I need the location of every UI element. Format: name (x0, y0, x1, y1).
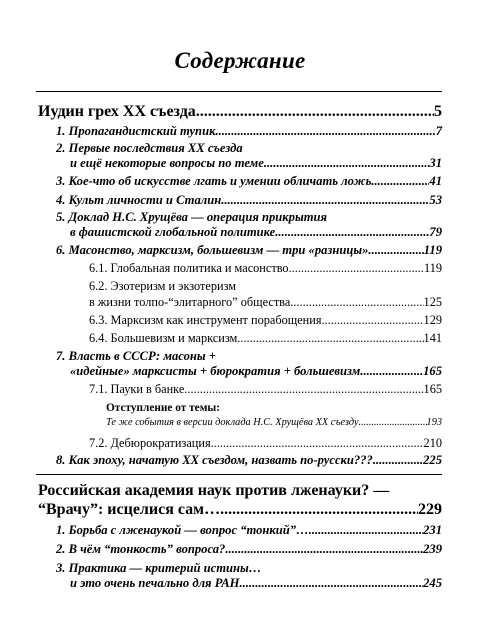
chapter-title: 7. Власть в СССР: масоны + (56, 349, 216, 363)
toc-section-6-4[interactable] (89, 331, 442, 346)
chapter-title: 4. Культ личности и Сталин (56, 193, 222, 207)
toc-chapter-5-line-2[interactable] (70, 225, 442, 240)
chapter-title: 3. Практика — критерий истины… (56, 561, 262, 575)
dot-leader (264, 156, 430, 171)
toc-chapter-7-line-1[interactable] (56, 349, 442, 364)
page-number: 193 (426, 417, 442, 428)
section-title-continued: в жизни толпо-“элитарного” общества (89, 295, 291, 309)
toc-part-2-line-2[interactable] (38, 501, 442, 519)
dot-leader (215, 124, 435, 139)
part-title: Российская академия наук против лженауки? — (38, 482, 390, 499)
page-number: 119 (424, 261, 442, 275)
page-number: 225 (423, 453, 442, 467)
toc-chapter-4[interactable] (56, 193, 442, 208)
chapter-title: 1. Пропагандистский тупик (56, 124, 216, 138)
chapter-title-continued: в фашистской глобальной политике (70, 225, 276, 239)
toc-chapter-7-line-2[interactable] (70, 364, 442, 379)
toc-section-7-1[interactable] (89, 382, 442, 397)
divider (36, 474, 442, 475)
page-number: 5 (434, 103, 442, 120)
page-number: 79 (429, 225, 442, 239)
page-number: 165 (423, 382, 442, 396)
page-number: 231 (423, 523, 442, 537)
dot-leader (309, 523, 423, 538)
toc-chapter-8[interactable] (56, 453, 442, 468)
digression-title: Те же события в версии доклада Н.С. Хрущёва XX съезду (106, 417, 359, 428)
dot-leader (371, 174, 429, 189)
chapter-title-continued: «идейные» марксисты + бюрократия + большевизм (70, 364, 361, 378)
chapter-title-continued: и это очень печально для РАН (70, 576, 240, 590)
chapter-title: 1. Борьба с лженаукой — вопрос “тонкий”… (56, 523, 309, 537)
toc-part-2-chapter-3-line-1[interactable] (56, 561, 442, 576)
toc-chapter-2-line-2[interactable] (70, 156, 442, 171)
section-title: 7.2. Дебюрократизация (89, 436, 211, 450)
dot-leader (237, 331, 423, 346)
section-title: 6.4. Большевизм и марксизм (89, 331, 238, 345)
dot-leader (220, 501, 418, 519)
chapter-title: 2. Первые последствия XX съезда (56, 141, 243, 155)
page-number: 210 (423, 436, 442, 450)
dot-leader (289, 261, 424, 276)
chapter-title: 5. Доклад Н.С. Хрущёва — операция прикрытия (56, 210, 327, 224)
page-number: 129 (423, 313, 442, 327)
section-title: 7.1. Пауки в банке (89, 382, 185, 396)
toc-section-6-3[interactable] (89, 313, 442, 328)
part-title: Иудин грех XX съезда (38, 103, 196, 120)
page-number: 41 (429, 174, 442, 188)
section-title: 6.1. Глобальная политика и масонство (89, 261, 289, 275)
digression-heading: Отступление от темы: (106, 402, 220, 414)
chapter-title-continued: и ещё некоторые вопросы по теме (70, 156, 264, 170)
dot-leader (196, 103, 434, 121)
page-number: 165 (423, 364, 442, 378)
dot-leader (239, 576, 423, 591)
page-number: 141 (423, 331, 442, 345)
dot-leader (275, 225, 429, 240)
toc-chapter-1[interactable] (56, 124, 442, 139)
dot-leader (221, 193, 429, 208)
dot-leader (184, 382, 423, 397)
dot-leader (373, 453, 423, 468)
dot-leader (211, 436, 424, 451)
page-title: Содержание (174, 48, 306, 73)
toc-section-6-2-line-1[interactable] (89, 279, 236, 294)
part-title-continued: “Врачу”: исцелися сам… (38, 501, 221, 518)
page-number: 7 (435, 124, 442, 138)
toc-part-1[interactable] (38, 103, 442, 121)
dot-leader (359, 417, 427, 428)
dot-leader (321, 313, 423, 328)
toc-part-2-line-1[interactable] (38, 482, 442, 500)
divider (36, 91, 442, 92)
dot-leader (368, 243, 423, 258)
toc-chapter-6[interactable] (56, 243, 442, 258)
dot-leader (360, 364, 423, 379)
page-number: 245 (423, 576, 442, 590)
chapter-title: 3. Кое-что об искусстве лгать и умении обличать ложь (56, 174, 372, 188)
toc-chapter-3[interactable] (56, 174, 442, 189)
page-number: 239 (423, 542, 442, 556)
page-number: 119 (423, 243, 442, 257)
toc-section-6-1[interactable] (89, 261, 442, 276)
toc-section-6-2-line-2[interactable] (89, 295, 442, 310)
page-number: 53 (429, 193, 442, 207)
toc-section-7-2[interactable] (89, 436, 442, 451)
chapter-title: 8. Как эпоху, начатую XX съездом, назвать по-русски??? (56, 453, 373, 467)
toc-part-2-chapter-1[interactable] (56, 523, 442, 538)
section-title: 6.3. Марксизм как инструмент порабощения (89, 313, 322, 327)
section-title: 6.2. Эзотеризм и экзотеризм (89, 279, 237, 293)
dot-leader (290, 295, 423, 310)
dot-leader (225, 542, 423, 557)
toc-chapter-5-line-1[interactable] (56, 210, 442, 225)
toc-chapter-2-line-1[interactable] (56, 141, 442, 156)
toc-part-2-chapter-2[interactable] (56, 542, 442, 557)
page-number: 125 (423, 295, 442, 309)
toc-part-2-chapter-3-line-2[interactable] (70, 576, 442, 591)
chapter-title: 2. В чём “тонкость” вопроса? (56, 542, 226, 556)
page-number: 31 (429, 156, 442, 170)
page-number: 229 (418, 501, 442, 518)
chapter-title: 6. Масонство, марксизм, большевизм — три «разницы» (56, 243, 369, 257)
toc-digression[interactable] (106, 417, 442, 428)
